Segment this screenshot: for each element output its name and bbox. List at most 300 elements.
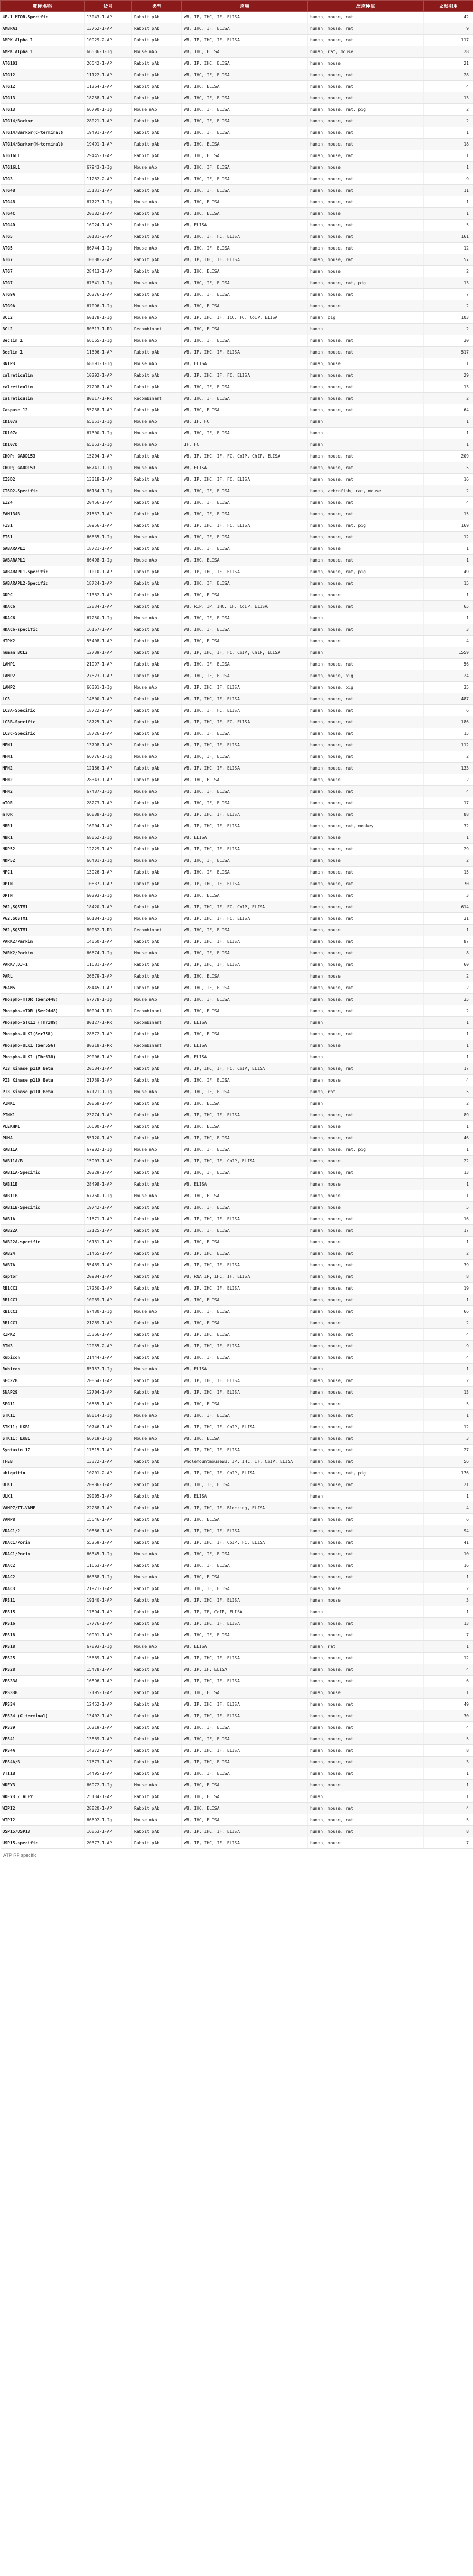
target-name-cell[interactable]: GABARAPL2-Specific xyxy=(1,578,85,589)
target-name-cell[interactable]: RAB11B xyxy=(1,1179,85,1190)
table-row[interactable] xyxy=(1,855,473,867)
target-name-cell[interactable]: RAB11B xyxy=(1,1190,85,1202)
catalog-number-cell[interactable]: 67121-1-Ig xyxy=(85,1086,132,1098)
table-row[interactable] xyxy=(1,1502,473,1514)
target-name-cell[interactable]: RB1CC1 xyxy=(1,1306,85,1317)
table-row[interactable] xyxy=(1,1560,473,1572)
catalog-number-cell[interactable]: 65053-1-Ig xyxy=(85,439,132,451)
target-name-cell[interactable]: Caspase 12 xyxy=(1,404,85,416)
table-row[interactable] xyxy=(1,1456,473,1468)
target-name-cell[interactable]: HDAC6 xyxy=(1,601,85,612)
target-name-cell[interactable]: VPS34 xyxy=(1,1699,85,1710)
target-name-cell[interactable]: Phospho-mTOR (Ser2448) xyxy=(1,994,85,1005)
header-application[interactable]: 应用 xyxy=(182,1,308,12)
catalog-number-cell[interactable]: 16181-1-AP xyxy=(85,1237,132,1248)
catalog-number-cell[interactable]: 23274-1-AP xyxy=(85,1109,132,1121)
catalog-number-cell[interactable]: 19140-1-AP xyxy=(85,1595,132,1606)
catalog-number-cell[interactable]: 15131-1-AP xyxy=(85,185,132,196)
table-row[interactable] xyxy=(1,1745,473,1757)
target-name-cell[interactable]: MFN2 xyxy=(1,774,85,786)
target-name-cell[interactable]: MFN1 xyxy=(1,751,85,763)
target-name-cell[interactable]: Beclin 1 xyxy=(1,335,85,347)
catalog-number-cell[interactable]: 12704-1-AP xyxy=(85,1387,132,1398)
catalog-number-cell[interactable]: 66635-1-Ig xyxy=(85,532,132,543)
table-row[interactable] xyxy=(1,1352,473,1364)
table-row[interactable] xyxy=(1,647,473,659)
catalog-number-cell[interactable]: 20377-1-AP xyxy=(85,1837,132,1849)
target-name-cell[interactable]: RAB11B-Specific xyxy=(1,1202,85,1213)
target-name-cell[interactable]: ATG4C xyxy=(1,208,85,220)
target-name-cell[interactable]: VPS11 xyxy=(1,1595,85,1606)
catalog-number-cell[interactable]: 28498-1-AP xyxy=(85,1179,132,1190)
table-row[interactable] xyxy=(1,925,473,936)
table-row[interactable] xyxy=(1,404,473,416)
table-row[interactable] xyxy=(1,185,473,196)
table-row[interactable] xyxy=(1,300,473,312)
catalog-number-cell[interactable]: 66741-1-Ig xyxy=(85,462,132,474)
target-name-cell[interactable]: VDAC2 xyxy=(1,1560,85,1572)
target-name-cell[interactable]: PI3 Kinase p110 Beta xyxy=(1,1063,85,1075)
catalog-number-cell[interactable]: 60293-1-Ig xyxy=(85,890,132,901)
table-row[interactable] xyxy=(1,659,473,670)
catalog-number-cell[interactable]: 11262-2-AP xyxy=(85,173,132,185)
table-row[interactable] xyxy=(1,566,473,578)
target-name-cell[interactable]: Phospho-ULK1(Ser758) xyxy=(1,1029,85,1040)
target-name-cell[interactable]: RAB7A xyxy=(1,1260,85,1271)
catalog-number-cell[interactable]: 14060-1-AP xyxy=(85,936,132,948)
table-row[interactable] xyxy=(1,1722,473,1733)
target-name-cell[interactable]: WDFY3 / ALFY xyxy=(1,1791,85,1803)
catalog-number-cell[interactable]: 16924-1-AP xyxy=(85,220,132,231)
target-name-cell[interactable]: USP15/USP13 xyxy=(1,1826,85,1837)
target-name-cell[interactable]: VPS39 xyxy=(1,1722,85,1733)
target-name-cell[interactable]: TFEB xyxy=(1,1456,85,1468)
table-row[interactable] xyxy=(1,1098,473,1109)
table-row[interactable] xyxy=(1,1653,473,1664)
catalog-number-cell[interactable]: 21921-1-AP xyxy=(85,1583,132,1595)
target-name-cell[interactable]: PUMA xyxy=(1,1133,85,1144)
catalog-number-cell[interactable]: 67341-1-Ig xyxy=(85,277,132,289)
target-name-cell[interactable]: NDP52 xyxy=(1,855,85,867)
catalog-number-cell[interactable]: 67300-1-Ig xyxy=(85,428,132,439)
catalog-number-cell[interactable]: 67480-1-Ig xyxy=(85,1306,132,1317)
target-name-cell[interactable]: RB1CC1 xyxy=(1,1294,85,1306)
table-row[interactable] xyxy=(1,289,473,300)
table-row[interactable] xyxy=(1,693,473,705)
table-row[interactable] xyxy=(1,1190,473,1202)
table-row[interactable] xyxy=(1,682,473,693)
catalog-number-cell[interactable]: 18722-1-AP xyxy=(85,705,132,716)
target-name-cell[interactable]: RAB11A-Specific xyxy=(1,1167,85,1179)
target-name-cell[interactable]: VDAC3 xyxy=(1,1583,85,1595)
target-name-cell[interactable]: P62,SQSTM1 xyxy=(1,901,85,913)
table-row[interactable] xyxy=(1,370,473,381)
catalog-number-cell[interactable]: 21739-1-AP xyxy=(85,1075,132,1086)
catalog-number-cell[interactable]: 67760-1-Ig xyxy=(85,1190,132,1202)
table-row[interactable] xyxy=(1,820,473,832)
table-row[interactable] xyxy=(1,1803,473,1814)
table-row[interactable] xyxy=(1,959,473,971)
table-row[interactable] xyxy=(1,1237,473,1248)
catalog-number-cell[interactable]: 13798-1-AP xyxy=(85,740,132,751)
catalog-number-cell[interactable]: 17815-1-AP xyxy=(85,1445,132,1456)
catalog-number-cell[interactable]: 13926-1-AP xyxy=(85,867,132,878)
catalog-number-cell[interactable]: 11671-1-AP xyxy=(85,1213,132,1225)
target-name-cell[interactable]: NDP52 xyxy=(1,844,85,855)
catalog-number-cell[interactable]: 11681-1-AP xyxy=(85,959,132,971)
catalog-number-cell[interactable]: 20864-1-AP xyxy=(85,1375,132,1387)
table-row[interactable] xyxy=(1,1109,473,1121)
target-name-cell[interactable]: LC3A-Specific xyxy=(1,705,85,716)
catalog-number-cell[interactable]: 26679-1-AP xyxy=(85,971,132,982)
table-row[interactable] xyxy=(1,844,473,855)
table-row[interactable] xyxy=(1,1699,473,1710)
catalog-number-cell[interactable]: 11663-1-AP xyxy=(85,1560,132,1572)
table-row[interactable] xyxy=(1,1468,473,1479)
table-row[interactable] xyxy=(1,578,473,589)
catalog-number-cell[interactable]: 12452-1-AP xyxy=(85,1699,132,1710)
table-row[interactable] xyxy=(1,1687,473,1699)
target-name-cell[interactable]: AMPK Alpha 1 xyxy=(1,35,85,46)
target-name-cell[interactable]: mTOR xyxy=(1,809,85,820)
target-name-cell[interactable]: ATG16L1 xyxy=(1,150,85,162)
target-name-cell[interactable]: CISD2-Specific xyxy=(1,485,85,497)
catalog-number-cell[interactable]: 10866-1-AP xyxy=(85,1525,132,1537)
table-row[interactable] xyxy=(1,1052,473,1063)
target-name-cell[interactable]: VPS15 xyxy=(1,1606,85,1618)
catalog-number-cell[interactable]: 26276-1-AP xyxy=(85,289,132,300)
target-name-cell[interactable]: ATG9A xyxy=(1,289,85,300)
table-row[interactable] xyxy=(1,1283,473,1294)
target-name-cell[interactable]: ATG16L1 xyxy=(1,162,85,173)
table-row[interactable] xyxy=(1,624,473,636)
table-row[interactable] xyxy=(1,12,473,23)
catalog-number-cell[interactable]: 10088-2-AP xyxy=(85,254,132,266)
target-name-cell[interactable]: Phospho-ULK1 (Thr638) xyxy=(1,1052,85,1063)
target-name-cell[interactable]: GABARAPL1 xyxy=(1,543,85,555)
table-row[interactable] xyxy=(1,173,473,185)
catalog-number-cell[interactable]: 10181-2-AP xyxy=(85,231,132,243)
target-name-cell[interactable]: VAMP7/TI-VAMP xyxy=(1,1502,85,1514)
catalog-number-cell[interactable]: 14495-1-AP xyxy=(85,1768,132,1780)
table-row[interactable] xyxy=(1,243,473,254)
catalog-number-cell[interactable]: 66674-1-Ig xyxy=(85,948,132,959)
table-row[interactable] xyxy=(1,520,473,532)
table-row[interactable] xyxy=(1,1341,473,1352)
catalog-number-cell[interactable]: 67902-1-Ig xyxy=(85,1144,132,1156)
table-row[interactable] xyxy=(1,1629,473,1641)
table-row[interactable] xyxy=(1,971,473,982)
catalog-number-cell[interactable]: 66665-1-Ig xyxy=(85,335,132,347)
catalog-number-cell[interactable]: 11465-1-AP xyxy=(85,1248,132,1260)
catalog-number-cell[interactable]: 28273-1-AP xyxy=(85,797,132,809)
catalog-number-cell[interactable]: 18724-1-AP xyxy=(85,578,132,589)
table-row[interactable] xyxy=(1,81,473,92)
target-name-cell[interactable]: GDPC xyxy=(1,589,85,601)
target-name-cell[interactable]: STK11; LKB1 xyxy=(1,1421,85,1433)
target-name-cell[interactable]: LC3 xyxy=(1,693,85,705)
target-name-cell[interactable]: LAMP2 xyxy=(1,670,85,682)
target-name-cell[interactable]: PI3 Kinase p110 Beta xyxy=(1,1075,85,1086)
catalog-number-cell[interactable]: 55120-1-AP xyxy=(85,1133,132,1144)
table-row[interactable] xyxy=(1,670,473,682)
table-row[interactable] xyxy=(1,1040,473,1052)
target-name-cell[interactable]: USP15-specific xyxy=(1,1837,85,1849)
target-name-cell[interactable]: PI3 Kinase p110 Beta xyxy=(1,1086,85,1098)
table-row[interactable] xyxy=(1,439,473,451)
target-name-cell[interactable]: CD107b xyxy=(1,439,85,451)
catalog-number-cell[interactable]: 10069-1-AP xyxy=(85,1294,132,1306)
target-name-cell[interactable]: P62,SQSTM1 xyxy=(1,913,85,925)
target-name-cell[interactable]: ATG13 xyxy=(1,92,85,104)
target-name-cell[interactable]: HIPK2 xyxy=(1,636,85,647)
table-row[interactable] xyxy=(1,1572,473,1583)
target-name-cell[interactable]: NBR1 xyxy=(1,832,85,844)
target-name-cell[interactable]: VDAC2 xyxy=(1,1572,85,1583)
table-row[interactable] xyxy=(1,266,473,277)
target-name-cell[interactable]: calreticulin xyxy=(1,393,85,404)
target-name-cell[interactable]: ATG5 xyxy=(1,231,85,243)
target-name-cell[interactable]: Phospho-STK11 (Thr189) xyxy=(1,1017,85,1029)
catalog-number-cell[interactable]: 10929-2-AP xyxy=(85,35,132,46)
table-row[interactable] xyxy=(1,1595,473,1606)
catalog-number-cell[interactable]: 12186-1-AP xyxy=(85,763,132,774)
table-row[interactable] xyxy=(1,69,473,81)
table-row[interactable] xyxy=(1,1814,473,1826)
table-row[interactable] xyxy=(1,1826,473,1837)
target-name-cell[interactable]: NPC1 xyxy=(1,867,85,878)
table-row[interactable] xyxy=(1,867,473,878)
table-row[interactable] xyxy=(1,1271,473,1283)
catalog-number-cell[interactable]: 66719-1-Ig xyxy=(85,1433,132,1445)
target-name-cell[interactable]: SPG11 xyxy=(1,1398,85,1410)
catalog-number-cell[interactable]: 28413-1-AP xyxy=(85,266,132,277)
catalog-number-cell[interactable]: 13318-1-AP xyxy=(85,474,132,485)
table-row[interactable] xyxy=(1,705,473,716)
table-row[interactable] xyxy=(1,1768,473,1780)
target-name-cell[interactable]: ATG12 xyxy=(1,69,85,81)
catalog-number-cell[interactable]: 65051-1-Ig xyxy=(85,416,132,428)
catalog-number-cell[interactable]: 80094-1-RR xyxy=(85,1005,132,1017)
target-name-cell[interactable]: VPS34 (C terminal) xyxy=(1,1710,85,1722)
target-name-cell[interactable]: VDAC1/Porin xyxy=(1,1549,85,1560)
target-name-cell[interactable]: SEC22B xyxy=(1,1375,85,1387)
catalog-number-cell[interactable]: 15669-1-AP xyxy=(85,1653,132,1664)
target-name-cell[interactable]: VPS4A xyxy=(1,1745,85,1757)
table-row[interactable] xyxy=(1,335,473,347)
target-name-cell[interactable]: VPS18 xyxy=(1,1641,85,1653)
target-name-cell[interactable]: RB1CC1 xyxy=(1,1317,85,1329)
table-row[interactable] xyxy=(1,277,473,289)
table-row[interactable] xyxy=(1,982,473,994)
target-name-cell[interactable]: ATG4B xyxy=(1,196,85,208)
table-row[interactable] xyxy=(1,1005,473,1017)
table-row[interactable] xyxy=(1,231,473,243)
target-name-cell[interactable]: BNIP3 xyxy=(1,358,85,370)
table-row[interactable] xyxy=(1,994,473,1005)
table-row[interactable] xyxy=(1,508,473,520)
table-row[interactable] xyxy=(1,1017,473,1029)
header-citations[interactable]: 文献引用 xyxy=(424,1,473,12)
table-row[interactable] xyxy=(1,751,473,763)
table-row[interactable] xyxy=(1,1387,473,1398)
target-name-cell[interactable]: MFN1 xyxy=(1,740,85,751)
target-name-cell[interactable]: VPS4A/B xyxy=(1,1757,85,1768)
table-row[interactable] xyxy=(1,451,473,462)
table-row[interactable] xyxy=(1,728,473,740)
target-name-cell[interactable]: RB1CC1 xyxy=(1,1283,85,1294)
catalog-number-cell[interactable]: 16167-1-AP xyxy=(85,624,132,636)
table-row[interactable] xyxy=(1,913,473,925)
catalog-number-cell[interactable]: 18420-1-AP xyxy=(85,901,132,913)
target-name-cell[interactable]: ATG7 xyxy=(1,277,85,289)
target-name-cell[interactable]: ATG7 xyxy=(1,254,85,266)
target-name-cell[interactable]: human BCL2 xyxy=(1,647,85,659)
catalog-number-cell[interactable]: 26542-1-AP xyxy=(85,58,132,69)
table-row[interactable] xyxy=(1,948,473,959)
target-name-cell[interactable]: ATG5 xyxy=(1,243,85,254)
table-row[interactable] xyxy=(1,763,473,774)
target-name-cell[interactable]: ATG14/Barkor(C-terminal) xyxy=(1,127,85,139)
table-row[interactable] xyxy=(1,878,473,890)
table-row[interactable] xyxy=(1,589,473,601)
target-name-cell[interactable]: AMBRA1 xyxy=(1,23,85,35)
target-name-cell[interactable]: VAMP8 xyxy=(1,1514,85,1525)
target-name-cell[interactable]: 4E-1 MTOR-Specific xyxy=(1,12,85,23)
table-row[interactable] xyxy=(1,1791,473,1803)
catalog-number-cell[interactable]: 67778-1-Ig xyxy=(85,994,132,1005)
catalog-number-cell[interactable]: 66301-1-Ig xyxy=(85,682,132,693)
target-name-cell[interactable]: GABARAPL1-Specific xyxy=(1,566,85,578)
catalog-number-cell[interactable]: 29006-1-AP xyxy=(85,1052,132,1063)
table-row[interactable] xyxy=(1,150,473,162)
catalog-number-cell[interactable]: 80017-1-RR xyxy=(85,393,132,404)
target-name-cell[interactable]: WDFY3 xyxy=(1,1780,85,1791)
catalog-number-cell[interactable]: 28343-1-AP xyxy=(85,774,132,786)
table-row[interactable] xyxy=(1,1375,473,1387)
catalog-number-cell[interactable]: 14272-1-AP xyxy=(85,1745,132,1757)
catalog-number-cell[interactable]: 10201-2-AP xyxy=(85,1468,132,1479)
table-row[interactable] xyxy=(1,1676,473,1687)
table-row[interactable] xyxy=(1,1537,473,1549)
catalog-number-cell[interactable]: 12789-1-AP xyxy=(85,647,132,659)
target-name-cell[interactable]: CISD2 xyxy=(1,474,85,485)
target-name-cell[interactable]: VPS33B xyxy=(1,1687,85,1699)
table-row[interactable] xyxy=(1,1202,473,1213)
catalog-number-cell[interactable]: 28445-1-AP xyxy=(85,982,132,994)
catalog-number-cell[interactable]: 12834-1-AP xyxy=(85,601,132,612)
table-row[interactable] xyxy=(1,104,473,116)
table-row[interactable] xyxy=(1,1514,473,1525)
target-name-cell[interactable]: FIS1 xyxy=(1,520,85,532)
table-row[interactable] xyxy=(1,139,473,150)
catalog-number-cell[interactable]: 11362-1-AP xyxy=(85,589,132,601)
target-name-cell[interactable]: calreticulin xyxy=(1,381,85,393)
table-row[interactable] xyxy=(1,1549,473,1560)
table-row[interactable] xyxy=(1,797,473,809)
catalog-number-cell[interactable]: 66776-1-Ig xyxy=(85,751,132,763)
catalog-number-cell[interactable]: 66184-1-Ig xyxy=(85,913,132,925)
catalog-number-cell[interactable]: 18721-1-AP xyxy=(85,543,132,555)
header-reactivity[interactable]: 反应种属 xyxy=(308,1,424,12)
table-row[interactable] xyxy=(1,1306,473,1317)
target-name-cell[interactable]: Beclin 1 xyxy=(1,347,85,358)
target-name-cell[interactable]: FIS1 xyxy=(1,532,85,543)
target-name-cell[interactable]: MFN2 xyxy=(1,763,85,774)
table-row[interactable] xyxy=(1,393,473,404)
target-name-cell[interactable]: ATG4B xyxy=(1,185,85,196)
target-name-cell[interactable]: LC3C-Specific xyxy=(1,728,85,740)
target-name-cell[interactable]: PLEKHM1 xyxy=(1,1121,85,1133)
target-name-cell[interactable]: ATG101 xyxy=(1,58,85,69)
table-row[interactable] xyxy=(1,127,473,139)
table-row[interactable] xyxy=(1,1583,473,1595)
target-name-cell[interactable]: Phospho-mTOR (Ser2448) xyxy=(1,1005,85,1017)
catalog-number-cell[interactable]: 68091-1-Ig xyxy=(85,358,132,370)
target-name-cell[interactable]: OPTN xyxy=(1,878,85,890)
catalog-number-cell[interactable]: 19491-1-AP xyxy=(85,127,132,139)
table-row[interactable] xyxy=(1,936,473,948)
table-row[interactable] xyxy=(1,890,473,901)
catalog-number-cell[interactable]: 19491-1-AP xyxy=(85,139,132,150)
table-row[interactable] xyxy=(1,1491,473,1502)
catalog-number-cell[interactable]: 11010-1-AP xyxy=(85,566,132,578)
catalog-number-cell[interactable]: 20984-1-AP xyxy=(85,1271,132,1283)
table-row[interactable] xyxy=(1,532,473,543)
target-name-cell[interactable]: PARL xyxy=(1,971,85,982)
table-row[interactable] xyxy=(1,1144,473,1156)
catalog-number-cell[interactable]: 21269-1-AP xyxy=(85,1317,132,1329)
catalog-number-cell[interactable]: 60178-1-Ig xyxy=(85,312,132,324)
catalog-number-cell[interactable]: 55238-1-AP xyxy=(85,404,132,416)
catalog-number-cell[interactable]: 11122-1-AP xyxy=(85,69,132,81)
table-row[interactable] xyxy=(1,1179,473,1190)
table-row[interactable] xyxy=(1,1410,473,1421)
catalog-number-cell[interactable]: 21444-1-AP xyxy=(85,1352,132,1364)
catalog-number-cell[interactable]: 16600-1-AP xyxy=(85,1121,132,1133)
table-row[interactable] xyxy=(1,35,473,46)
catalog-number-cell[interactable]: 21997-1-AP xyxy=(85,659,132,670)
header-target-name[interactable]: 靶标名称 xyxy=(1,1,85,12)
target-name-cell[interactable]: PGAM5 xyxy=(1,982,85,994)
catalog-number-cell[interactable]: 16896-1-AP xyxy=(85,1676,132,1687)
table-row[interactable] xyxy=(1,832,473,844)
catalog-number-cell[interactable]: 67893-1-Ig xyxy=(85,1641,132,1653)
catalog-number-cell[interactable]: 18725-1-AP xyxy=(85,716,132,728)
target-name-cell[interactable]: ubiquitin xyxy=(1,1468,85,1479)
table-row[interactable] xyxy=(1,1398,473,1410)
catalog-number-cell[interactable]: 15546-1-AP xyxy=(85,1514,132,1525)
table-row[interactable] xyxy=(1,1664,473,1676)
target-name-cell[interactable]: ULK1 xyxy=(1,1479,85,1491)
target-name-cell[interactable]: FAM134B xyxy=(1,508,85,520)
table-row[interactable] xyxy=(1,1641,473,1653)
catalog-number-cell[interactable]: 17673-1-AP xyxy=(85,1757,132,1768)
target-name-cell[interactable]: ATG9A xyxy=(1,300,85,312)
target-name-cell[interactable]: WIPI2 xyxy=(1,1803,85,1814)
target-name-cell[interactable]: OPTN xyxy=(1,890,85,901)
table-row[interactable] xyxy=(1,1086,473,1098)
table-row[interactable] xyxy=(1,324,473,335)
table-row[interactable] xyxy=(1,543,473,555)
catalog-number-cell[interactable]: 12125-1-AP xyxy=(85,1225,132,1237)
target-name-cell[interactable]: ATG14/Barkor xyxy=(1,116,85,127)
catalog-number-cell[interactable]: 21537-1-AP xyxy=(85,508,132,520)
catalog-number-cell[interactable]: 16004-1-AP xyxy=(85,820,132,832)
table-row[interactable] xyxy=(1,555,473,566)
table-row[interactable] xyxy=(1,196,473,208)
table-row[interactable] xyxy=(1,774,473,786)
